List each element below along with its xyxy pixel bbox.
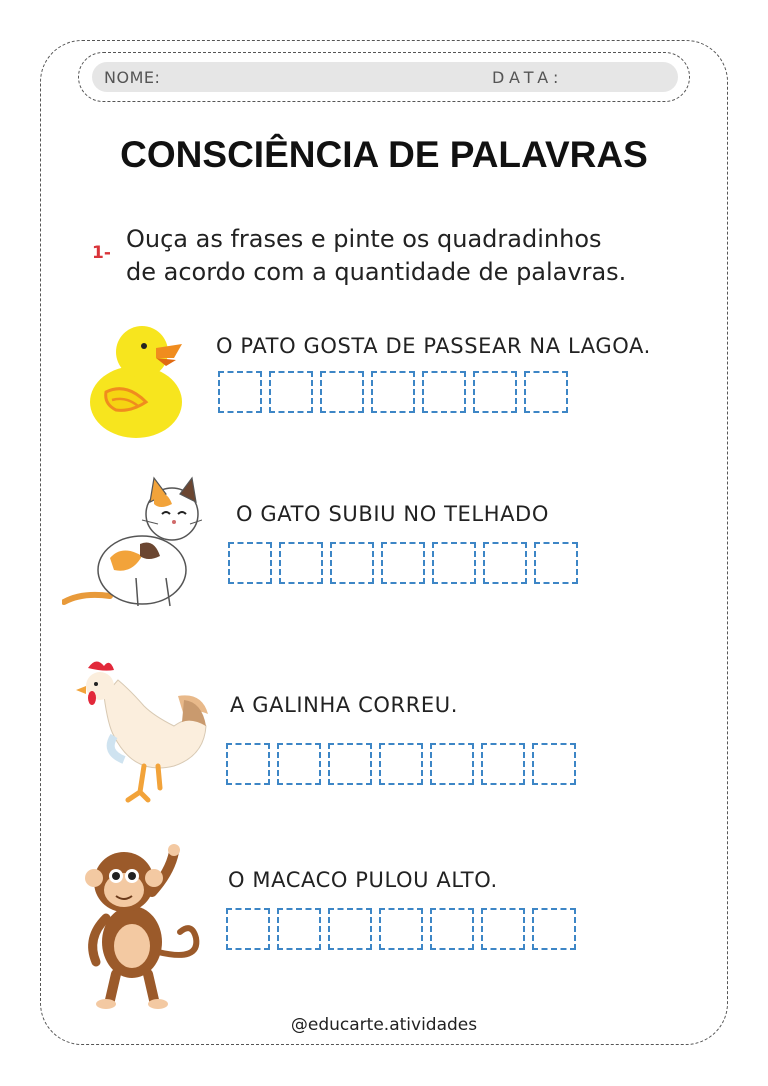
sentence-1: O PATO GOSTA DE PASSEAR NA LAGOA. [216, 334, 651, 358]
duck-icon [86, 322, 186, 442]
word-box[interactable] [328, 743, 372, 785]
word-box[interactable] [226, 743, 270, 785]
word-box[interactable] [532, 908, 576, 950]
word-box[interactable] [473, 371, 517, 413]
instruction-line-2: de acordo com a quantidade de palavras. [126, 258, 627, 286]
word-box[interactable] [379, 743, 423, 785]
word-box[interactable] [534, 542, 578, 584]
word-boxes-4 [226, 908, 576, 950]
instruction-line-1: Ouça as frases e pinte os quadradinhos [126, 225, 602, 253]
word-box[interactable] [330, 542, 374, 584]
word-box[interactable] [430, 743, 474, 785]
word-boxes-1 [218, 371, 568, 413]
name-label: NOME: [104, 68, 161, 87]
word-box[interactable] [279, 542, 323, 584]
word-box[interactable] [483, 542, 527, 584]
word-box[interactable] [381, 542, 425, 584]
word-box[interactable] [218, 371, 262, 413]
page-title: CONSCIÊNCIA DE PALAVRAS [120, 134, 648, 175]
sentence-3: A GALINHA CORREU. [230, 693, 459, 717]
monkey-icon [80, 842, 220, 1012]
word-box[interactable] [524, 371, 568, 413]
word-box[interactable] [481, 743, 525, 785]
word-box[interactable] [379, 908, 423, 950]
header-field[interactable] [92, 62, 678, 92]
word-box[interactable] [430, 908, 474, 950]
word-boxes-3 [226, 743, 576, 785]
date-label: DATA: [492, 68, 564, 87]
word-box[interactable] [228, 542, 272, 584]
word-box[interactable] [226, 908, 270, 950]
word-box[interactable] [328, 908, 372, 950]
word-box[interactable] [277, 908, 321, 950]
word-box[interactable] [371, 371, 415, 413]
chicken-icon [74, 656, 214, 806]
word-boxes-2 [228, 542, 578, 584]
word-box[interactable] [422, 371, 466, 413]
word-box[interactable] [481, 908, 525, 950]
word-box[interactable] [277, 743, 321, 785]
word-box[interactable] [269, 371, 313, 413]
instruction-text [126, 223, 726, 289]
question-number: 1- [92, 243, 111, 263]
sentence-4: O MACACO PULOU ALTO. [228, 868, 498, 892]
word-box[interactable] [432, 542, 476, 584]
word-box[interactable] [320, 371, 364, 413]
cat-icon [62, 474, 202, 609]
word-box[interactable] [532, 743, 576, 785]
sentence-2: O GATO SUBIU NO TELHADO [236, 502, 549, 526]
footer-credit: @educarte.atividades [290, 1015, 478, 1035]
